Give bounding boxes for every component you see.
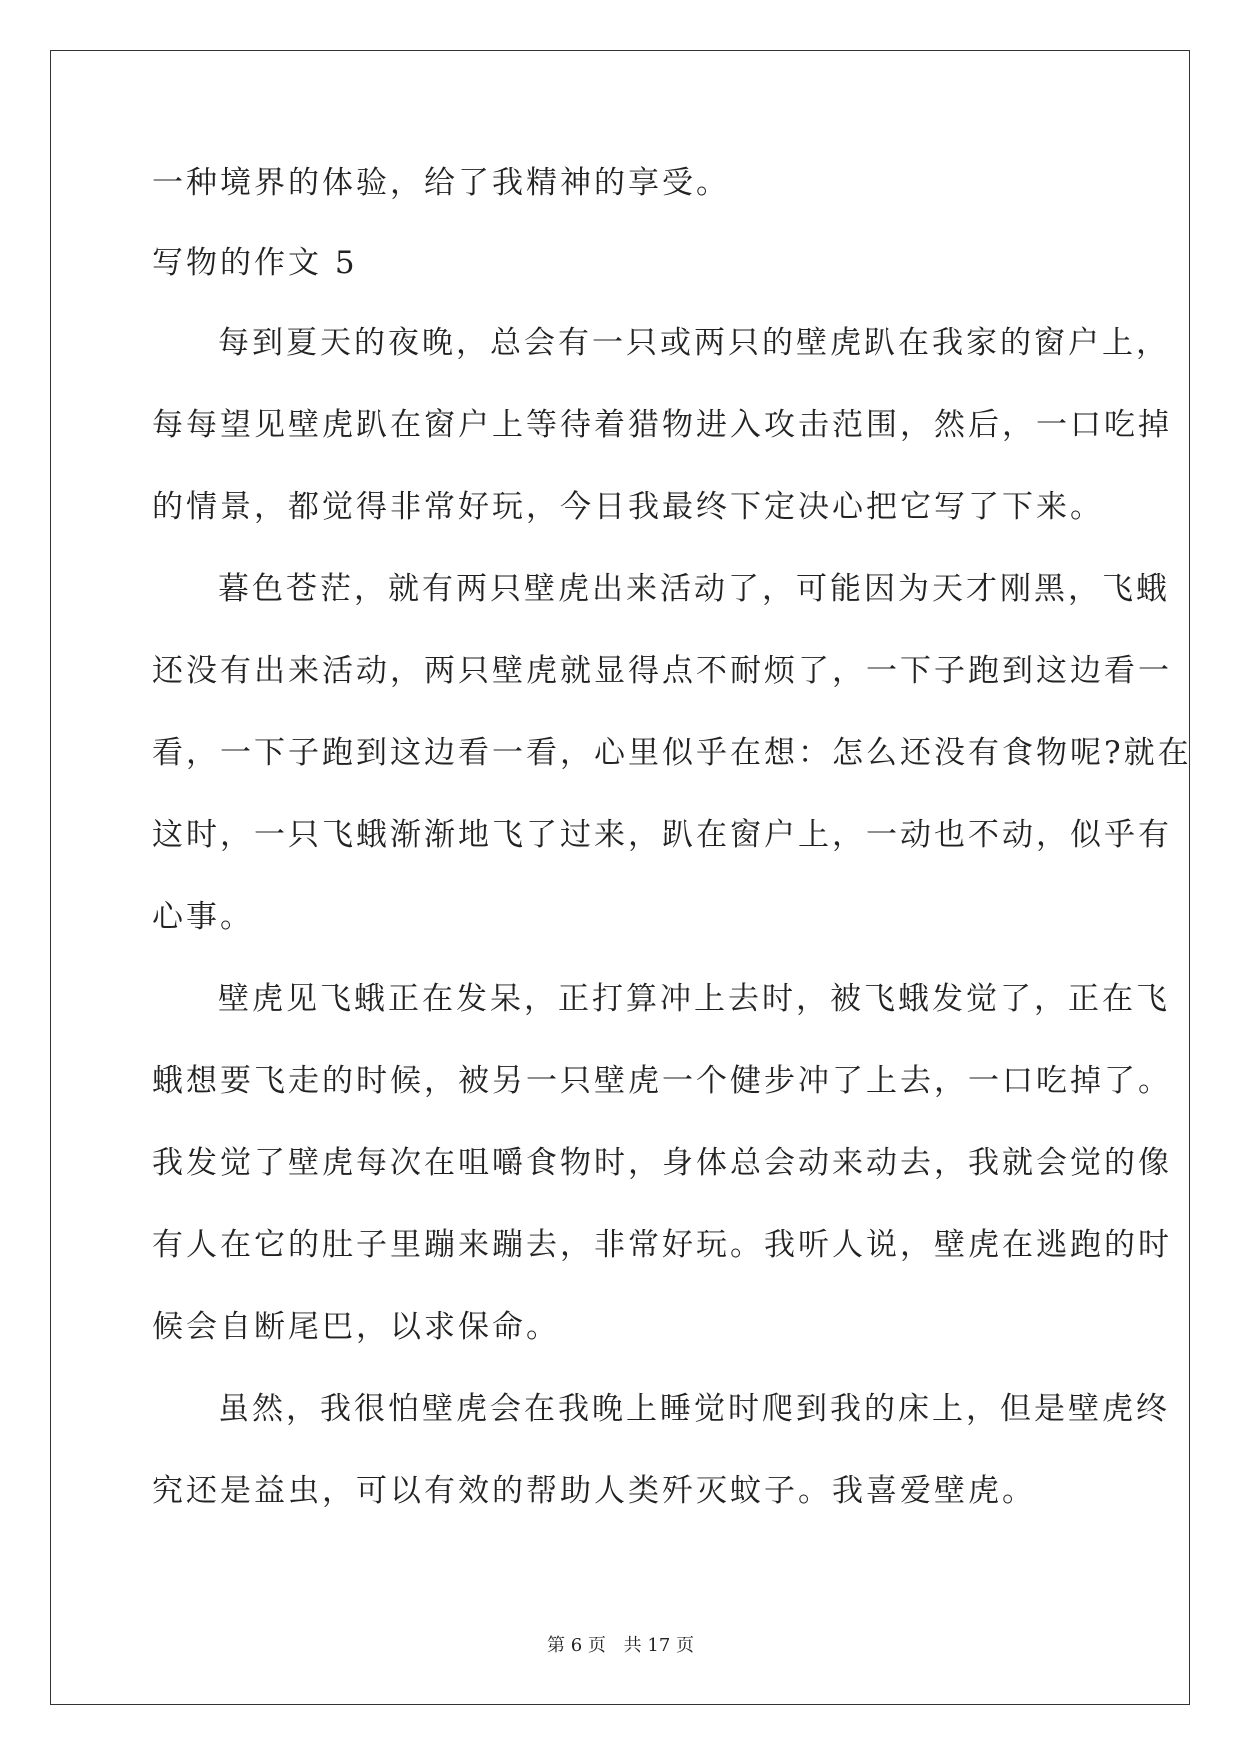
paragraph-line: 心事。 [152, 899, 254, 935]
paragraph-line: 暮色苍茫，就有两只壁虎出来活动了，可能因为天才刚黑，飞蛾 [218, 571, 1170, 607]
page-footer [0, 1631, 1241, 1657]
paragraph-line: 候会自断尾巴，以求保命。 [152, 1309, 560, 1345]
page-number: 第 6 页 [547, 1635, 606, 1656]
section-heading: 写物的作文 5 [152, 245, 358, 281]
paragraph-line: 的情景，都觉得非常好玩，今日我最终下定决心把它写了下来。 [152, 489, 1104, 525]
paragraph-line: 这时，一只飞蛾渐渐地飞了过来，趴在窗户上，一动也不动，似乎有 [152, 817, 1172, 853]
paragraph-line: 虽然，我很怕壁虎会在我晚上睡觉时爬到我的床上，但是壁虎终 [218, 1391, 1170, 1427]
paragraph-line: 有人在它的肚子里蹦来蹦去，非常好玩。我听人说，壁虎在逃跑的时 [152, 1227, 1172, 1263]
paragraph-line: 究还是益虫，可以有效的帮助人类歼灭蚊子。我喜爱壁虎。 [152, 1473, 1036, 1509]
paragraph-line: 蛾想要飞走的时候，被另一只壁虎一个健步冲了上去，一口吃掉了。 [152, 1063, 1172, 1099]
paragraph-line: 我发觉了壁虎每次在咀嚼食物时，身体总会动来动去，我就会觉的像 [152, 1145, 1172, 1181]
paragraph-line: 壁虎见飞蛾正在发呆，正打算冲上去时，被飞蛾发觉了，正在飞 [218, 981, 1170, 1017]
paragraph-line: 看，一下子跑到这边看一看，心里似乎在想：怎么还没有食物呢?就在 [152, 735, 1192, 771]
paragraph-line: 每每望见壁虎趴在窗户上等待着猎物进入攻击范围，然后，一口吃掉 [152, 407, 1172, 443]
page-total: 共 17 页 [623, 1635, 694, 1656]
paragraph-line: 还没有出来活动，两只壁虎就显得点不耐烦了，一下子跑到这边看一 [152, 653, 1172, 689]
text-line: 一种境界的体验，给了我精神的享受。 [152, 165, 730, 201]
paragraph-line: 每到夏天的夜晚，总会有一只或两只的壁虎趴在我家的窗户上， [218, 325, 1170, 361]
document-body [152, 163, 1192, 1553]
